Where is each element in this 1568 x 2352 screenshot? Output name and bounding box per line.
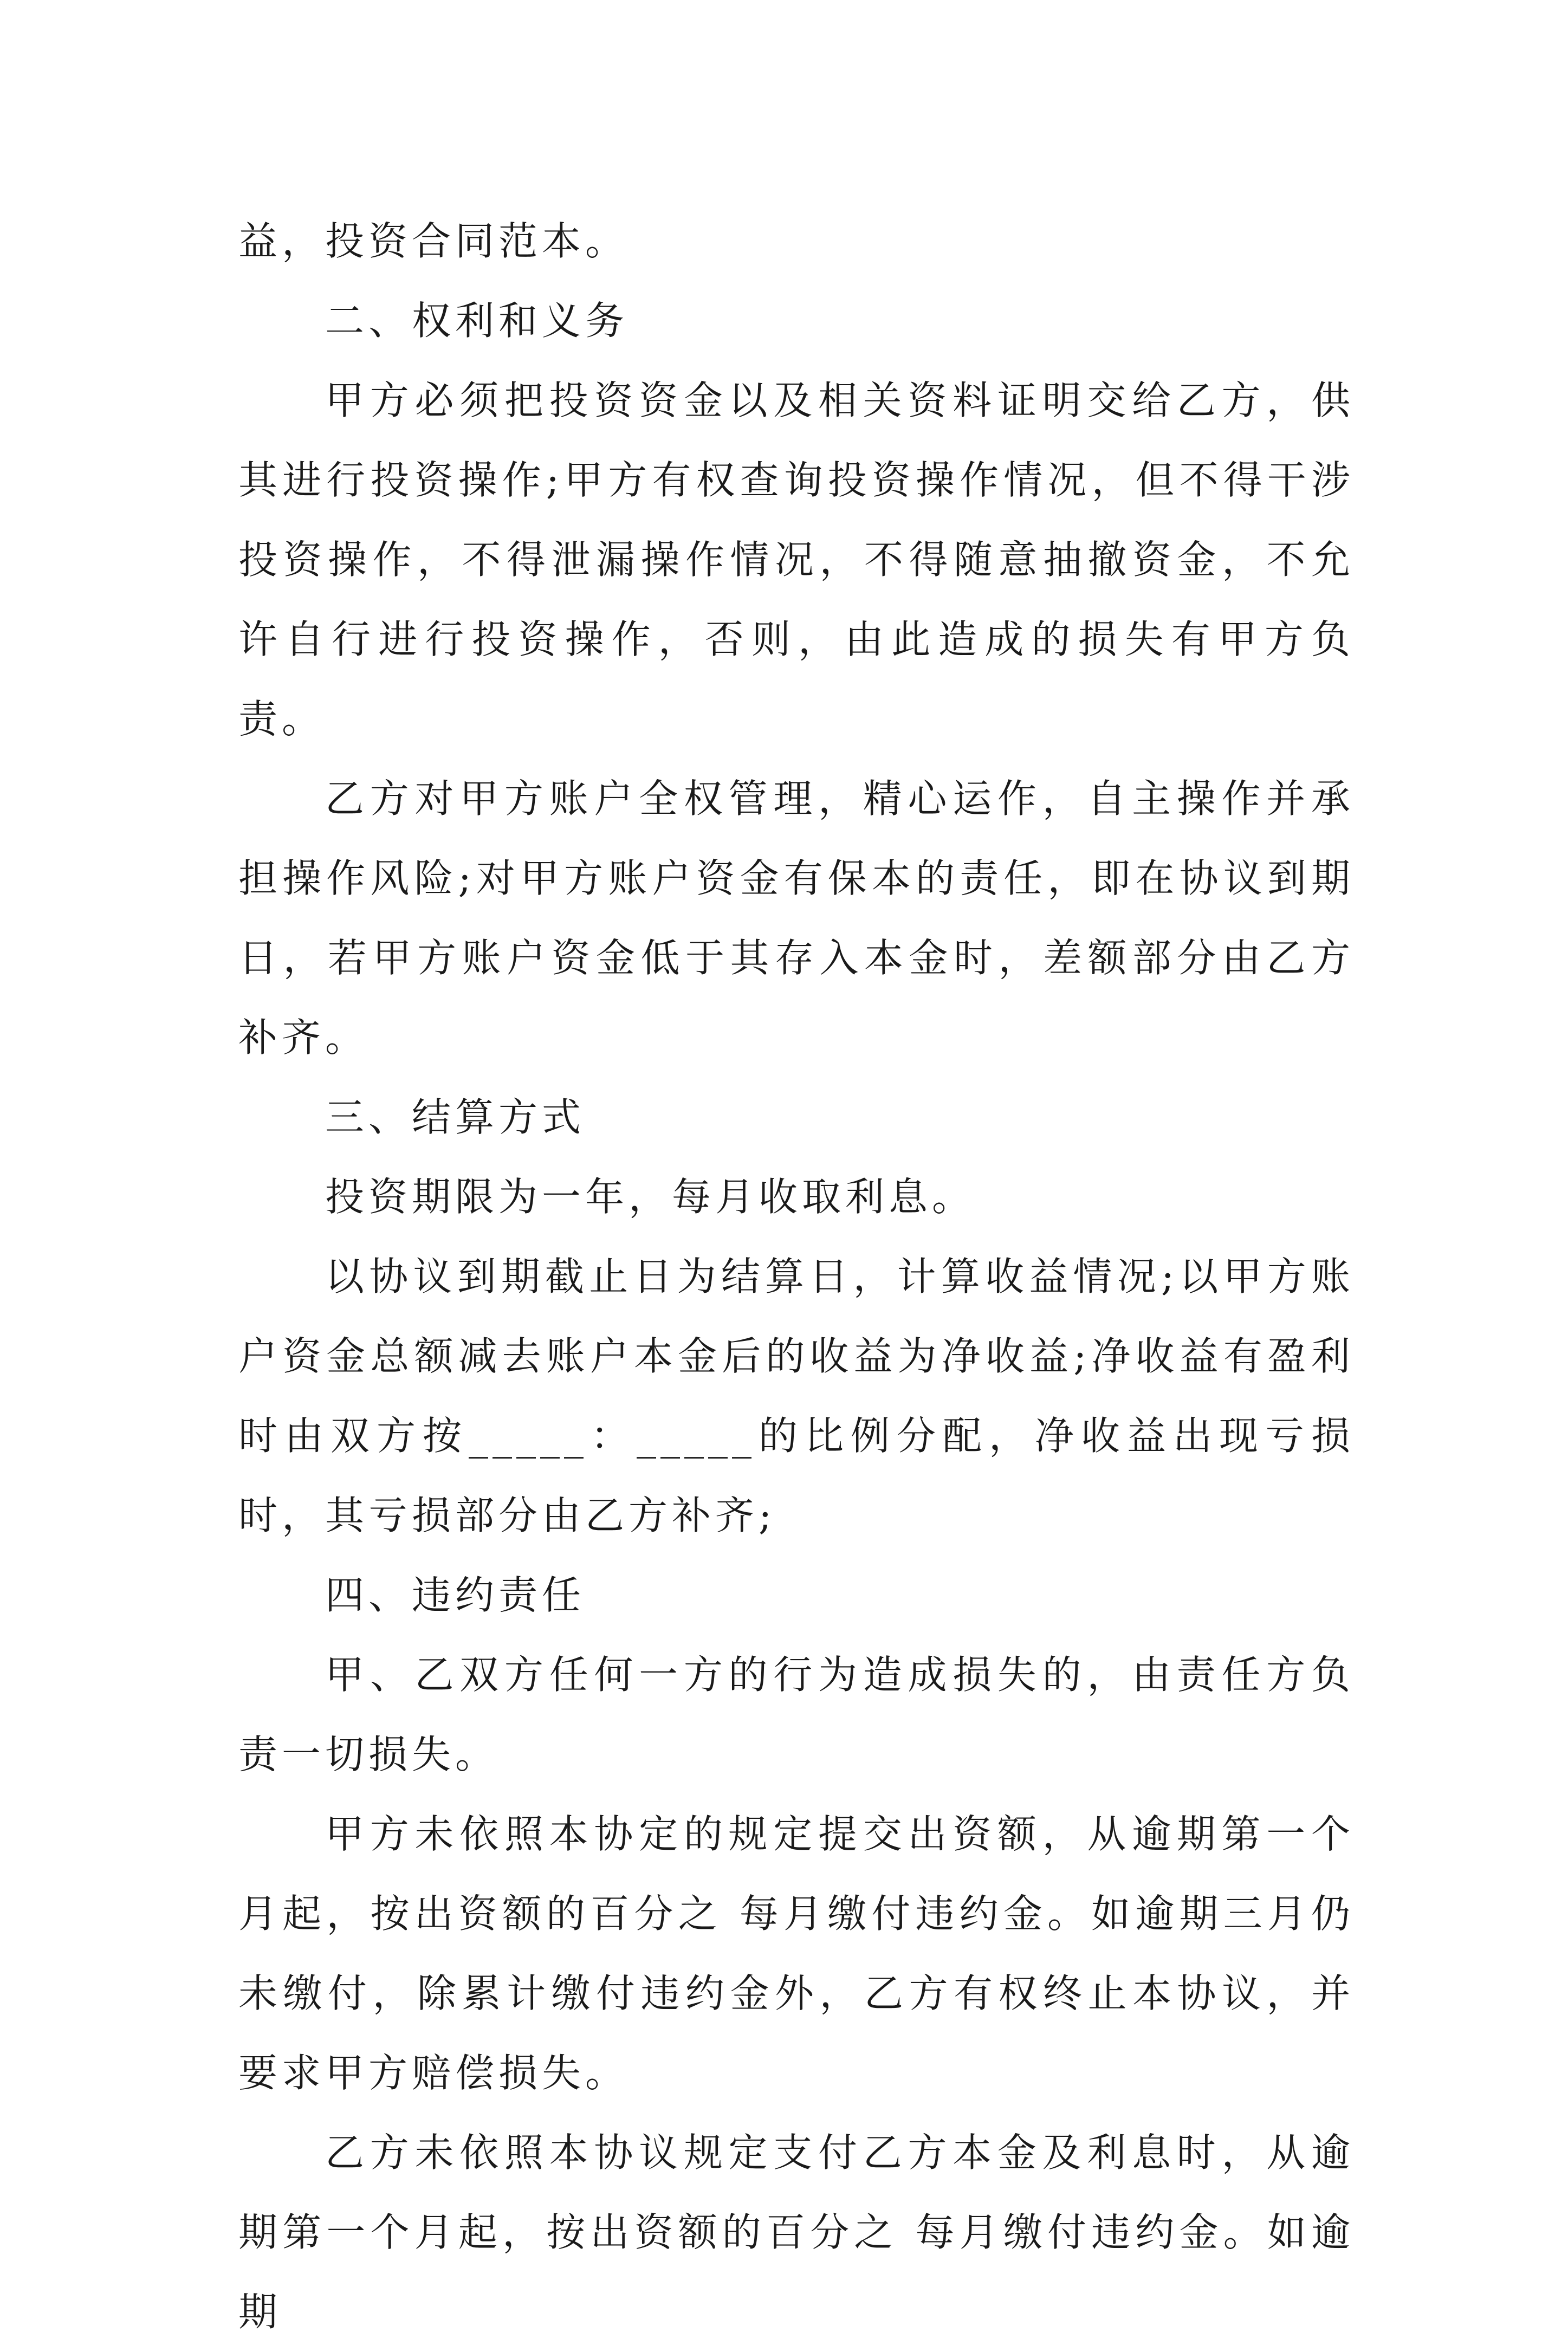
document-body	[238, 202, 1355, 2352]
paragraph-liability-general: 甲、乙双方任何一方的行为造成损失的，由责任方负责一切损失。	[238, 1652, 1355, 1777]
paragraph-party-a-duties: 甲方必须把投资资金以及相关资料证明交给乙方，供其进行投资操作;甲方有权查询投资操作情况，但不得干涉投资操作，不得泄漏操作情况，不得随意抽撤资金，不允许自行进行投资操作，否则，由此造成的损失有甲方负责。	[238, 378, 1355, 742]
section-heading-rights-obligations: 二、权利和义务	[325, 298, 629, 344]
paragraph-continuation: 益，投资合同范本。	[238, 218, 629, 264]
paragraph-settlement-rule: 以协议到期截止日为结算日，计算收益情况;以甲方账户资金总额减去账户本金后的收益为净收益;净收益有盈利时由双方按_____：_____的比例分配，净收益出现亏损时，其亏损部分由乙方补齐;	[238, 1254, 1355, 1538]
paragraph-liability-party-a: 甲方未依照本协定的规定提交出资额，从逾期第一个月起，按出资额的百分之 每月缴付违约金。如逾期三月仍未缴付，除累计缴付违约金外，乙方有权终止本协议，并要求甲方赔偿损失。	[238, 1811, 1355, 2096]
section-heading-settlement: 三、结算方式	[325, 1094, 586, 1140]
paragraph-liability-party-b: 乙方未依照本协议规定支付乙方本金及利息时，从逾期第一个月起，按出资额的百分之 每月缴付违约金。如逾期	[238, 2130, 1355, 2335]
paragraph-party-b-duties: 乙方对甲方账户全权管理，精心运作，自主操作并承担操作风险;对甲方账户资金有保本的责任，即在协议到期日，若甲方账户资金低于其存入本金时，差额部分由乙方补齐。	[238, 776, 1355, 1060]
section-heading-liability: 四、违约责任	[325, 1572, 586, 1618]
paragraph-investment-term: 投资期限为一年，每月收取利息。	[325, 1174, 976, 1220]
